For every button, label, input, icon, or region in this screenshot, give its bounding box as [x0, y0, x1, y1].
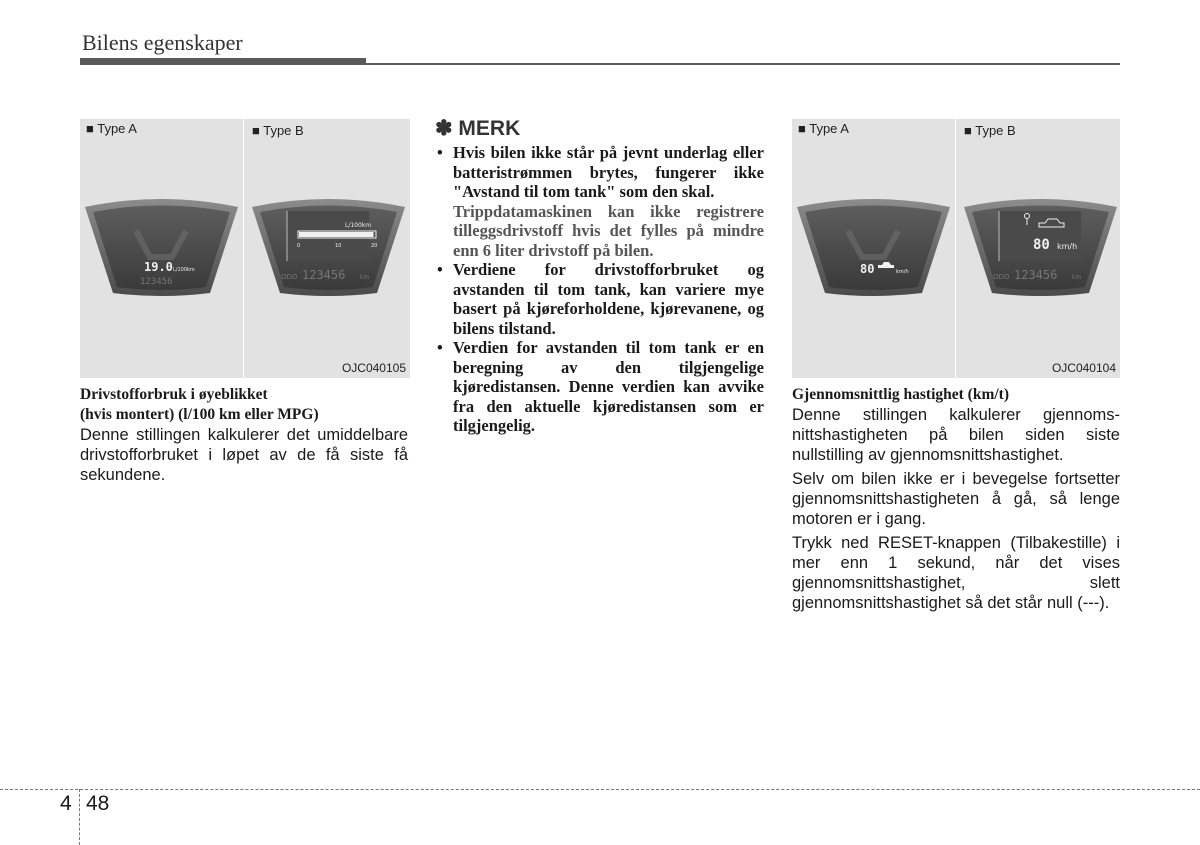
- section-body: [792, 405, 1120, 613]
- fuel-consumption-bar: [299, 232, 374, 237]
- type-b-odo-label: ODO: [281, 273, 298, 281]
- header-rule-thick: [80, 58, 366, 65]
- page-header-title: Bilens egenskaper: [82, 30, 243, 55]
- note-item: [437, 143, 764, 260]
- section-body: Denne stillingen kalkulerer det umiddelbare drivstofforbruket i løpet av de få siste få sekundene.: [80, 426, 408, 484]
- note-item-2-text: Verdiene for drivstofforbruket og avstanden til tom tank, kan variere mye basert på kjøreforholdene, kjørevanene, og bilens tilstand.: [453, 260, 764, 338]
- chapter-number: 4: [60, 792, 72, 815]
- type-a-reading: 80: [860, 262, 875, 276]
- type-b-scale-20: 20: [371, 243, 378, 249]
- type-b-unit: L/100km: [345, 222, 372, 229]
- header-rule-thin: [366, 63, 1120, 65]
- average-speed-section: [792, 385, 1120, 617]
- type-b-scale-10: 10: [335, 243, 342, 249]
- note-list: [437, 143, 764, 436]
- figure-divider: [243, 119, 244, 378]
- section-caption-line2: (hvis montert) (l/100 km eller MPG): [80, 406, 319, 423]
- type-a-odometer: 123456: [140, 277, 173, 287]
- type-b-cluster-display: [959, 199, 1122, 299]
- type-b-cluster-display: [247, 199, 410, 299]
- figure-code: OJC040105: [341, 361, 406, 375]
- fuel-consumption-figure: [80, 119, 410, 378]
- type-a-reading: 19.0: [144, 260, 173, 274]
- type-a-cluster-display: [792, 199, 955, 299]
- type-b-reading: 80: [1033, 237, 1050, 253]
- type-b-label: ■ Type B: [964, 123, 1016, 138]
- paragraph-1: Denne stillingen kalkulerer gjennoms-nittshastigheten på bilen siden siste nullstilling av gjennomsnittshastighet.: [792, 406, 1120, 464]
- section-caption: Gjennomsnittlig hastighet (km/t): [792, 386, 1009, 403]
- type-b-label: ■ Type B: [252, 123, 304, 138]
- footer-rule: [0, 789, 1200, 790]
- figure-divider: [955, 119, 956, 378]
- type-b-odo-label: ODO: [993, 273, 1010, 281]
- average-speed-figure: [792, 119, 1120, 378]
- note-item: [437, 260, 764, 338]
- type-a-unit: L/100km: [173, 267, 195, 273]
- type-a-cluster-display: [80, 199, 243, 299]
- type-a-unit: km/h: [896, 269, 909, 275]
- type-a-label: ■ Type A: [798, 121, 849, 136]
- section-caption-line1: Drivstofforbruk i øyeblikket: [80, 386, 268, 403]
- note-item-1-subtext: Trippdatamaskinen kan ikke registrere tilleggsdrivstoff hvis det fylles på mindre enn 6 liter drivstoff på bilen.: [453, 201, 764, 260]
- note-item-3-text: Verdien for avstanden til tom tank er en beregning av den tilgjengelige kjøredistansen. Denne verdien kan avvike fra den aktuelle kjøredistansen som er tilgjengelig.: [453, 338, 764, 435]
- type-b-odometer: 123456: [302, 268, 346, 282]
- type-a-label: ■ Type A: [86, 121, 137, 136]
- paragraph-3: Trykk ned RESET-knappen (Tilbakestille) i mer enn 1 sekund, når det vises gjennomsnittshastighet, slett gjennomsnittshastighet så det står null (---).: [792, 534, 1120, 612]
- page-number: 48: [86, 792, 110, 815]
- note-heading: ✽ MERK: [435, 117, 521, 140]
- figure-code: OJC040104: [1051, 361, 1116, 375]
- type-b-unit: km/h: [1057, 242, 1078, 251]
- type-b-odo-unit: km: [1072, 274, 1082, 281]
- type-b-scale-0: 0: [297, 243, 301, 249]
- paragraph-2: Selv om bilen ikke er i bevegelse fortsetter gjennomsnittshastigheten å gå, så lenge motoren er i gang.: [792, 470, 1120, 528]
- note-item-1-text: Hvis bilen ikke står på jevnt underlag eller batteristrømmen brytes, fungerer ikke "Avstand til tom tank" som den skal.: [453, 143, 764, 201]
- note-item: [437, 338, 764, 436]
- type-b-odo-unit: km: [360, 274, 370, 281]
- type-b-odometer: 123456: [1014, 268, 1058, 282]
- footer-divider: [79, 789, 80, 845]
- fuel-consumption-section: [80, 385, 408, 485]
